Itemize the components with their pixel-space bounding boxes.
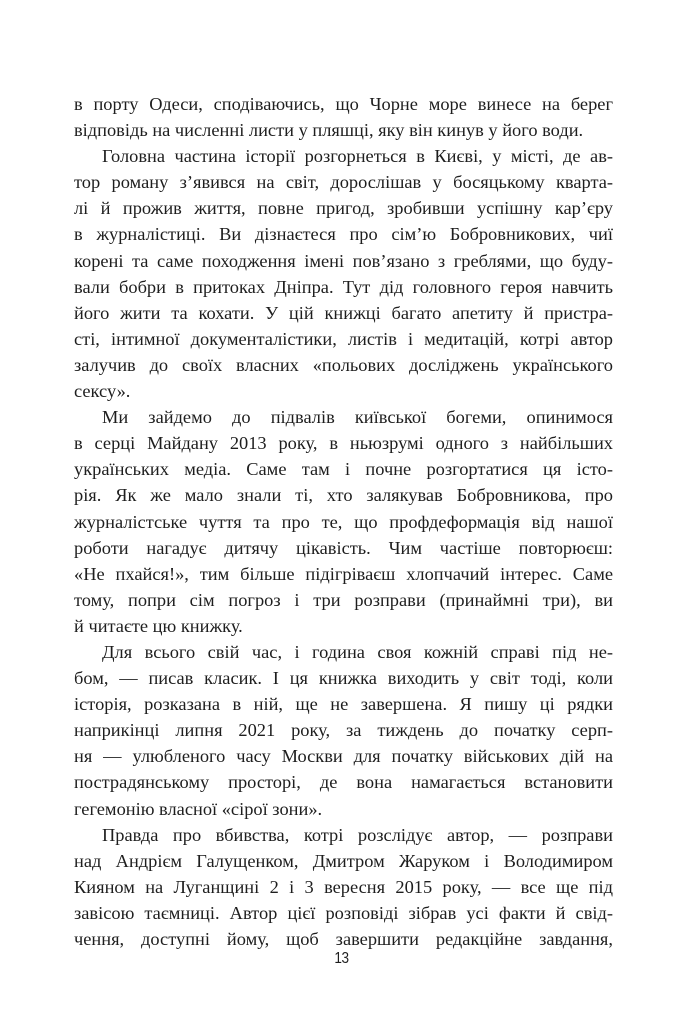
text-line: залучив до своїх власних «польових досліджень українського [74, 354, 613, 375]
text-line: корені та саме походження імені пов’язано з греблями, що буду- [74, 250, 613, 271]
text-line: Кияном на Луганщині 2 і 3 вересня 2015 року, — все ще під [74, 876, 613, 897]
page-number: 13 [334, 950, 349, 967]
paragraph-first-line: Головна частина історії розгорнеться в Києві, у місті, де ав- [102, 146, 613, 167]
text-line: тор роману з’явився на світ, дорослішав у босяцькому кварта- [74, 172, 613, 193]
text-line: над Андрієм Галущенком, Дмитром Жаруком і Володимиром [74, 850, 613, 871]
text-line: українських медіа. Саме там і почне розгортатися ця істо- [74, 459, 613, 480]
text-line: лі й прожив життя, повне пригод, зробивши успішну кар’єру [74, 198, 613, 219]
paragraph-first-line: Правда про вбивства, котрі розслідує автор, — розправи [102, 824, 613, 845]
text-line: рія. Як же мало знали ті, хто залякував Бобровникова, про [74, 485, 613, 506]
text-line: вали бобри в притоках Дніпра. Тут дід головного героя навчить [74, 276, 613, 297]
page-body [74, 91, 613, 952]
text-line: й читаєте цю книжку. [74, 615, 243, 636]
text-line: наприкінці липня 2021 року, за тиждень до початку серп- [74, 720, 613, 741]
text-line: пострадянському просторі, де вона намагається встановити [74, 772, 613, 793]
paragraph-first-line: Для всього свій час, і година своя кожній справі під не- [102, 641, 613, 662]
text-line: тому, попри сім погроз і три розправи (принаймні три), ви [74, 589, 613, 610]
text-line: роботи нагадує дитячу цікавість. Чим частіше повторюєш: [74, 537, 613, 558]
text-line: гегемонію власної «сірої зони». [74, 798, 323, 819]
text-line: в серці Майдану 2013 року, в ньюзрумі одного з найбільших [74, 433, 613, 454]
paragraph-first-line: Ми зайдемо до підвалів київської богеми, опинимося [102, 407, 613, 428]
text-line: журналістське чуття та про те, що профдеформація від нашої [74, 511, 613, 532]
text-line: бом, — писав класик. І ця книжка виходить у світ тоді, коли [74, 668, 613, 689]
text-line: сексу». [74, 381, 131, 402]
text-line: його жити та кохати. У цій книжці багато апетиту й пристра- [74, 302, 613, 323]
text-line: історія, розказана в ній, ще не завершена. Я пишу ці рядки [74, 694, 613, 715]
text-line: відповідь на численні листи у пляшці, яку він кинув у його води. [74, 120, 584, 141]
text-line: чення, доступні йому, щоб завершити редакційне завдання, [74, 929, 613, 949]
text-line: сті, інтимної документалістики, листів і медитацій, котрі автор [74, 328, 613, 349]
text-line: завісою таємниці. Автор цієї розповіді зібрав усі факти й свід- [74, 902, 613, 923]
text-line: «Не пхайся!», тим більше підігріваєш хлопчачий інтерес. Саме [74, 563, 613, 584]
text-line: в журналістиці. Ви дізнаєтеся про сім’ю Бобровникових, чиї [74, 224, 613, 245]
text-line: ня — улюбленого часу Москви для початку військових дій на [74, 746, 613, 767]
text-line: в порту Одеси, сподіваючись, що Чорне море винесе на берег [74, 94, 613, 114]
